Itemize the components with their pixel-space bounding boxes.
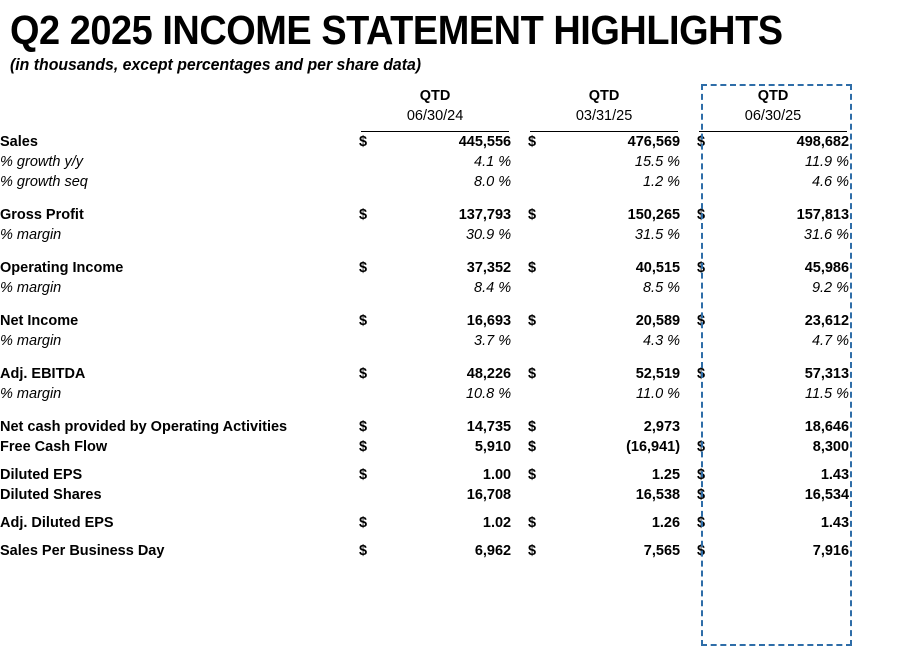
spacer-cell [0,298,904,311]
row-label: % margin [0,227,62,243]
row-value-3: 1.43 [820,467,850,483]
row-tail-spacer [849,331,904,351]
header-row-date [0,106,904,126]
currency-symbol-3 [697,278,735,298]
header-label-spacer-2 [0,106,359,126]
row-tail-spacer [849,384,904,404]
currency-symbol-3: $ [696,260,706,276]
table-row [0,225,904,245]
row-value-3: 4.7 % [811,333,850,349]
table-row [0,152,904,172]
column-gap [511,331,528,351]
table-spacer-row [0,351,904,364]
gap-2 [680,86,697,106]
row-value-3: 4.6 % [811,174,850,190]
row-tail-spacer [849,417,904,437]
column-gap [680,465,697,485]
row-label: Free Cash Flow [0,439,108,455]
row-tail-spacer [849,225,904,245]
row-tail-spacer [849,513,904,533]
column-gap [511,225,528,245]
currency-symbol-1 [359,172,397,192]
row-value-1: 445,556 [458,134,512,150]
column-gap [511,485,528,505]
row-value-2: 150,265 [627,207,681,223]
column-gap [511,172,528,192]
row-value-1: 8.4 % [474,280,512,296]
currency-symbol-3: $ [696,515,706,531]
column-gap [680,152,697,172]
row-value-1: 6,962 [474,543,512,559]
row-value-2: 2,973 [643,419,681,435]
row-tail-spacer [849,152,904,172]
table-row [0,172,904,192]
currency-symbol-1: $ [359,260,368,276]
currency-symbol-2 [528,225,566,245]
table-row [0,417,904,437]
column-gap [511,364,528,384]
row-value-3: 8,300 [812,439,850,455]
currency-symbol-3: $ [696,366,706,382]
column-gap [680,278,697,298]
currency-symbol-3: $ [696,487,706,503]
currency-symbol-1: $ [359,207,368,223]
row-value-2: 7,565 [643,543,681,559]
table-row [0,132,904,152]
table-row [0,205,904,225]
column-header-period-3: QTD [757,88,789,104]
row-label: Sales Per Business Day [0,543,165,559]
currency-symbol-3 [697,225,735,245]
currency-symbol-2: $ [528,439,537,455]
table-row [0,437,904,457]
table-spacer-row [0,298,904,311]
currency-symbol-1: $ [359,467,368,483]
column-header-date-2: 03/31/25 [575,108,633,124]
row-value-3: 1.43 [820,515,850,531]
row-value-3: 16,534 [804,487,850,503]
row-label: Adj. Diluted EPS [0,515,114,531]
row-value-3: 11.9 % [804,154,850,170]
header-label-spacer [0,86,359,106]
row-tail-spacer [849,364,904,384]
row-label: % margin [0,333,62,349]
currency-symbol-1: $ [359,419,368,435]
column-gap [511,541,528,561]
row-value-3: 45,986 [804,260,850,276]
column-gap [511,311,528,331]
row-value-2: 1.25 [651,467,681,483]
row-value-3: 157,813 [796,207,850,223]
spacer-cell [0,351,904,364]
row-label: Operating Income [0,260,124,276]
column-gap [511,258,528,278]
row-value-3: 57,313 [804,366,850,382]
row-value-3: 9.2 % [811,280,850,296]
currency-symbol-2: $ [528,419,537,435]
spacer-cell [0,404,904,417]
table-spacer-row [0,457,904,465]
table-row [0,485,904,505]
row-value-3: 18,646 [804,419,850,435]
currency-symbol-1: $ [359,515,368,531]
table-row [0,541,904,561]
currency-symbol-2 [528,152,566,172]
table-row [0,311,904,331]
table-row [0,364,904,384]
spacer-cell [0,505,904,513]
row-value-2: 1.2 % [642,174,681,190]
currency-symbol-2 [528,172,566,192]
currency-symbol-2: $ [528,260,537,276]
currency-symbol-3 [697,331,735,351]
row-value-3: 23,612 [804,313,850,329]
column-gap [680,205,697,225]
column-gap [680,331,697,351]
table-row [0,331,904,351]
row-label: Adj. EBITDA [0,366,86,382]
row-label: % margin [0,280,62,296]
column-gap [511,513,528,533]
row-tail-spacer [849,278,904,298]
currency-symbol-2: $ [528,366,537,382]
column-gap [680,364,697,384]
row-label: Net Income [0,313,79,329]
row-value-2: 476,569 [627,134,681,150]
column-gap [680,437,697,457]
column-gap [680,172,697,192]
row-value-1: 48,226 [466,366,512,382]
column-gap [511,278,528,298]
column-gap [511,132,528,152]
row-value-1: 30.9 % [465,227,512,243]
currency-symbol-3: $ [696,543,706,559]
currency-symbol-1 [359,278,397,298]
column-gap [511,417,528,437]
currency-symbol-1 [359,225,397,245]
row-tail-spacer [849,258,904,278]
row-value-1: 37,352 [466,260,512,276]
row-value-1: 4.1 % [474,154,512,170]
row-value-3: 498,682 [796,134,850,150]
table-spacer-row [0,192,904,205]
income-statement-table [0,86,904,561]
table-row [0,465,904,485]
row-value-1: 16,693 [466,313,512,329]
spacer-cell [0,245,904,258]
currency-symbol-2: $ [528,543,537,559]
row-label: % growth seq [0,174,88,190]
currency-symbol-1 [359,152,397,172]
column-gap [511,384,528,404]
table-spacer-row [0,533,904,541]
row-label: % growth y/y [0,154,83,170]
currency-symbol-3: $ [696,439,706,455]
row-label: Net cash provided by Operating Activities [0,419,288,435]
row-value-2: 16,538 [635,487,681,503]
currency-symbol-1: $ [359,366,368,382]
row-value-1: 16,708 [466,487,512,503]
table-spacer-row [0,245,904,258]
row-value-1: 137,793 [458,207,512,223]
column-gap [680,132,697,152]
header-row-period [0,86,904,106]
row-tail-spacer [849,437,904,457]
row-value-1: 8.0 % [474,174,512,190]
row-tail-spacer [849,485,904,505]
column-gap [680,513,697,533]
row-value-1: 5,910 [474,439,512,455]
column-gap [511,437,528,457]
row-value-2: 4.3 % [642,333,681,349]
table-row [0,258,904,278]
currency-symbol-1: $ [359,313,368,329]
currency-symbol-3 [697,384,735,404]
column-gap [680,311,697,331]
currency-symbol-3: $ [696,467,706,483]
column-header-date-3: 06/30/25 [744,108,802,124]
table-row [0,513,904,533]
column-gap [511,465,528,485]
gap-6 [849,106,904,126]
column-gap [680,225,697,245]
row-value-3: 7,916 [812,543,850,559]
column-header-period-2: QTD [588,88,620,104]
row-tail-spacer [849,205,904,225]
currency-symbol-2 [528,278,566,298]
column-header-date-1: 06/30/24 [406,108,464,124]
row-value-1: 10.8 % [465,386,512,402]
row-value-1: 1.02 [482,515,512,531]
column-header-period-1: QTD [419,88,451,104]
gap-4 [511,106,528,126]
row-label: Diluted EPS [0,467,83,483]
row-tail-spacer [849,311,904,331]
row-tail-spacer [849,172,904,192]
currency-symbol-1 [359,331,397,351]
currency-symbol-1: $ [359,439,368,455]
currency-symbol-3 [697,417,735,437]
row-value-2: 40,515 [635,260,681,276]
currency-symbol-2: $ [528,515,537,531]
table-row [0,278,904,298]
gap-3 [849,86,904,106]
column-gap [680,258,697,278]
page-title: Q2 2025 INCOME STATEMENT HIGHLIGHTS [10,7,783,53]
row-value-2: 15.5 % [634,154,681,170]
currency-symbol-1: $ [359,134,368,150]
column-gap [680,485,697,505]
currency-symbol-1: $ [359,543,368,559]
row-label: Diluted Shares [0,487,102,503]
currency-symbol-2: $ [528,207,537,223]
row-value-2: 20,589 [635,313,681,329]
gap-1 [511,86,528,106]
currency-symbol-2: $ [528,134,537,150]
column-gap [680,384,697,404]
gap-5 [680,106,697,126]
table-row [0,384,904,404]
currency-symbol-3: $ [696,313,706,329]
column-gap [680,541,697,561]
row-value-2: 1.26 [651,515,681,531]
spacer-cell [0,192,904,205]
row-value-1: 1.00 [482,467,512,483]
row-value-2: 31.5 % [634,227,681,243]
table-body [0,132,904,561]
currency-symbol-1 [359,485,397,505]
currency-symbol-2 [528,384,566,404]
row-value-3: 31.6 % [803,227,850,243]
table-header [0,86,904,132]
currency-symbol-2: $ [528,467,537,483]
row-value-2: (16,941) [626,439,681,455]
currency-symbol-3 [697,172,735,192]
currency-symbol-2 [528,485,566,505]
spacer-cell [0,457,904,465]
row-value-1: 3.7 % [474,333,512,349]
currency-symbol-2: $ [528,313,537,329]
currency-symbol-2 [528,331,566,351]
row-value-1: 14,735 [466,419,512,435]
row-value-2: 11.0 % [636,386,681,402]
row-value-2: 52,519 [635,366,681,382]
row-value-2: 8.5 % [642,280,681,296]
row-value-3: 11.5 % [804,386,850,402]
row-label: % margin [0,386,62,402]
row-tail-spacer [849,465,904,485]
currency-symbol-3: $ [696,134,706,150]
currency-symbol-1 [359,384,397,404]
column-gap [511,205,528,225]
currency-symbol-3: $ [696,207,706,223]
row-tail-spacer [849,541,904,561]
table-spacer-row [0,404,904,417]
page-subtitle: (in thousands, except percentages and per share data) [10,56,422,74]
row-label: Sales [0,134,38,150]
table-spacer-row [0,505,904,513]
spacer-cell [0,533,904,541]
row-label: Gross Profit [0,207,84,223]
row-tail-spacer [849,132,904,152]
column-gap [680,417,697,437]
column-gap [511,152,528,172]
currency-symbol-3 [697,152,735,172]
